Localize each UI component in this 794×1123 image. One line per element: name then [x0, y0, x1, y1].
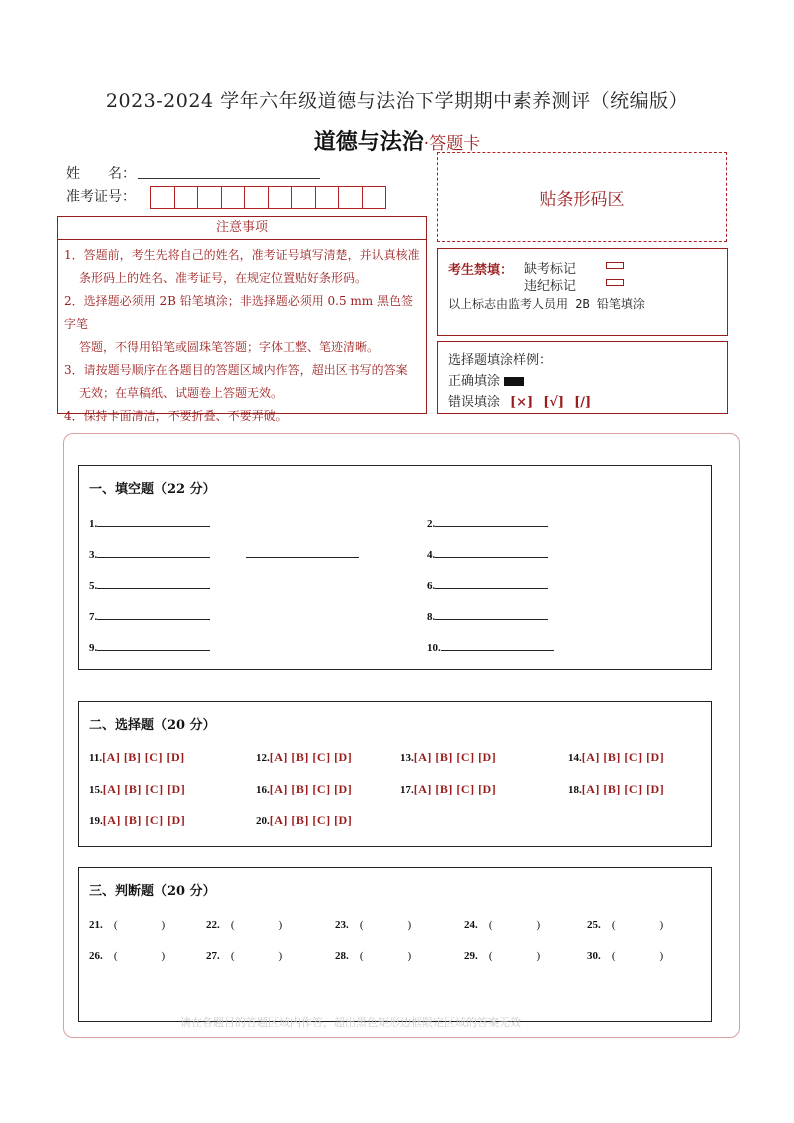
choice-question-17: [400, 778, 496, 797]
exam-number-box[interactable]: [197, 186, 222, 209]
paren-close: ): [536, 950, 541, 962]
paren-open: (: [359, 950, 364, 962]
answer-card-label: ·答题卡: [423, 134, 481, 154]
judgment-question-27: [206, 944, 282, 963]
question-number: 12.: [256, 752, 270, 764]
exam-number-box[interactable]: [338, 186, 363, 209]
answer-blank[interactable]: [435, 618, 548, 620]
blank-question-3: [89, 543, 359, 562]
choice-section: [78, 701, 712, 847]
answer-blank[interactable]: [97, 556, 210, 558]
blank-question-6: [427, 574, 548, 593]
question-number: 8.: [427, 611, 436, 623]
question-number: 16.: [256, 784, 270, 796]
wrong-mark-cross: [×]: [510, 395, 534, 410]
fill-blank-section: [78, 465, 712, 670]
page-title: 2023-2024 学年六年级道德与法治下学期期中素养测评（统编版）: [105, 90, 689, 112]
notice-line: 答题，不得用铅笔或圆珠笔答题；字体工整、笔迹清晰。: [79, 340, 380, 354]
answer-blank[interactable]: [435, 556, 548, 558]
notice-line: 2．选择题必须用 2B 铅笔填涂；非选择题必须用 0.5 mm 黑色签字笔: [64, 294, 414, 331]
judgment-question-26: [89, 944, 165, 963]
question-number: 3.: [89, 549, 98, 561]
judgment-question-22: [206, 913, 282, 932]
barcode-label: 贴条形码区: [539, 189, 625, 210]
question-number: 14.: [568, 752, 582, 764]
proctor-note: 以上标志由监考人员用 2B 铅笔填涂: [448, 297, 645, 311]
paren-open: (: [611, 919, 616, 931]
question-number: 27.: [206, 950, 220, 962]
wrong-mark-slash: [/]: [574, 395, 592, 410]
choice-question-11: [89, 746, 185, 765]
question-number: 10.: [427, 642, 441, 654]
paren-close: ): [407, 919, 412, 931]
question-number: 5.: [89, 580, 98, 592]
exam-number-box[interactable]: [362, 186, 387, 209]
paren-close: ): [278, 950, 283, 962]
paren-close: ): [278, 919, 283, 931]
fill-sample-box: [437, 341, 728, 414]
notice-body: [58, 240, 426, 428]
question-number: 19.: [89, 815, 103, 827]
judgment-question-28: [335, 944, 411, 963]
blank-question-2: [427, 512, 548, 531]
paren-open: (: [113, 919, 118, 931]
question-number: 21.: [89, 919, 103, 931]
paren-close: ): [161, 919, 166, 931]
question-number: 13.: [400, 752, 414, 764]
paren-open: (: [359, 919, 364, 931]
question-number: 11.: [89, 752, 103, 764]
blank-question-1: [89, 512, 210, 531]
choice-title: 二、选择题（20 分）: [89, 718, 216, 733]
name-label: 姓 名：: [66, 166, 136, 182]
proctor-only-box: [437, 248, 728, 336]
answer-options[interactable]: [A] [B] [C] [D]: [102, 782, 186, 796]
question-number: 18.: [568, 784, 582, 796]
blank-question-10: [427, 636, 554, 655]
notice-box: [57, 216, 427, 423]
question-number: 6.: [427, 580, 436, 592]
exam-number-label: 准考证号：: [66, 189, 136, 205]
judgment-question-25: [587, 913, 663, 932]
judgment-title: 三、判断题（20 分）: [89, 884, 216, 899]
paren-open: (: [113, 950, 118, 962]
question-number: 7.: [89, 611, 98, 623]
paren-close: ): [536, 919, 541, 931]
paren-open: (: [611, 950, 616, 962]
question-number: 22.: [206, 919, 220, 931]
question-number: 15.: [89, 784, 103, 796]
notice-line: 无效；在草稿纸、试题卷上答题无效。: [79, 386, 284, 400]
question-number: 1.: [89, 518, 98, 530]
notice-line: 1．答题前，考生先将自己的姓名，准考证号填写清楚，并认真核准: [64, 248, 420, 262]
paren-open: (: [488, 950, 493, 962]
answer-options[interactable]: [A] [B] [C] [D]: [413, 750, 497, 764]
answer-options[interactable]: [A] [B] [C] [D]: [269, 813, 353, 827]
choice-question-13: [400, 746, 496, 765]
notice-title: 注意事项: [58, 217, 426, 240]
judgment-question-24: [464, 913, 540, 932]
question-number: 25.: [587, 919, 601, 931]
choice-question-20: [256, 809, 352, 828]
choice-question-15: [89, 778, 185, 797]
question-number: 2.: [427, 518, 436, 530]
exam-number-box[interactable]: [315, 186, 340, 209]
answer-options[interactable]: [A] [B] [C] [D]: [102, 750, 185, 764]
blank-question-5: [89, 574, 210, 593]
paren-close: ): [407, 950, 412, 962]
question-number: 20.: [256, 815, 270, 827]
blank-question-7: [89, 605, 210, 624]
exam-number-box[interactable]: [291, 186, 316, 209]
notice-line: 条形码上的姓名、准考证号，在规定位置贴好条形码。: [79, 271, 368, 285]
choice-question-18: [568, 778, 664, 797]
answer-blank[interactable]: [97, 587, 210, 589]
absent-mark-box[interactable]: [606, 262, 624, 269]
question-number: 30.: [587, 950, 601, 962]
question-number: 17.: [400, 784, 414, 796]
absent-mark-label: 缺考标记: [524, 262, 577, 277]
exam-number-box[interactable]: [150, 186, 175, 209]
notice-line: 3．请按题号顺序在各题目的答题区域内作答，超出区书写的答案: [64, 363, 408, 377]
boundary-notice: 请在各题目的答题区域内作答，超出黑色矩形边框限定区域的答案无效: [180, 1016, 521, 1029]
question-number: 26.: [89, 950, 103, 962]
exam-number-box[interactable]: [174, 186, 199, 209]
blank-question-8: [427, 605, 548, 624]
exam-number-box[interactable]: [244, 186, 269, 209]
wrong-mark-check: [√]: [543, 395, 565, 410]
exam-number-boxes: [151, 186, 386, 209]
subject-name: 道德与法治: [313, 129, 424, 155]
paren-close: ): [659, 950, 664, 962]
violation-mark-label: 违纪标记: [524, 279, 577, 294]
question-number: 9.: [89, 642, 98, 654]
judgment-question-29: [464, 944, 540, 963]
answer-blank[interactable]: [97, 618, 210, 620]
answer-options[interactable]: [A] [B] [C] [D]: [102, 813, 186, 827]
wrong-fill-label: 错误填涂: [448, 395, 501, 410]
answer-options[interactable]: [A] [B] [C] [D]: [581, 782, 665, 796]
choice-question-14: [568, 746, 664, 765]
judgment-question-30: [587, 944, 663, 963]
filled-block-icon: [504, 377, 524, 386]
answer-blank[interactable]: [435, 587, 548, 589]
exam-number-box[interactable]: [268, 186, 293, 209]
judgment-question-21: [89, 913, 165, 932]
answer-options[interactable]: [A] [B] [C] [D]: [413, 782, 497, 796]
blank-question-4: [427, 543, 548, 562]
choice-question-19: [89, 809, 185, 828]
question-number: 28.: [335, 950, 349, 962]
answer-options[interactable]: [A] [B] [C] [D]: [269, 750, 353, 764]
judgment-section: [78, 867, 712, 1022]
question-number: 23.: [335, 919, 349, 931]
judgment-question-23: [335, 913, 411, 932]
paren-open: (: [230, 950, 235, 962]
question-number: 29.: [464, 950, 478, 962]
answer-blank[interactable]: [441, 649, 554, 651]
notice-line: 4．保持卡面清洁，不要折叠、不要弄破。: [64, 409, 288, 423]
barcode-area: [437, 152, 727, 242]
choice-question-12: [256, 746, 352, 765]
name-input-line[interactable]: [138, 177, 320, 179]
paren-close: ): [659, 919, 664, 931]
correct-fill-row: [448, 370, 524, 389]
correct-fill-label: 正确填涂: [448, 374, 501, 389]
fill-sample-title: 选择题填涂样例：: [448, 353, 553, 368]
choice-question-16: [256, 778, 352, 797]
paren-close: ): [161, 950, 166, 962]
fill-blank-title: 一、填空题（22 分）: [89, 482, 216, 497]
question-number: 24.: [464, 919, 478, 931]
answer-options[interactable]: [A] [B] [C] [D]: [581, 750, 665, 764]
blank-question-9: [89, 636, 210, 655]
answer-blank[interactable]: [97, 525, 210, 527]
paren-open: (: [488, 919, 493, 931]
answer-blank[interactable]: [246, 556, 359, 558]
violation-mark-box[interactable]: [606, 279, 624, 286]
answer-options[interactable]: [A] [B] [C] [D]: [269, 782, 353, 796]
answer-blank[interactable]: [435, 525, 548, 527]
answer-blank[interactable]: [97, 649, 210, 651]
paren-open: (: [230, 919, 235, 931]
proctor-only-title: 考生禁填：: [448, 263, 514, 278]
question-number: 4.: [427, 549, 436, 561]
exam-number-box[interactable]: [221, 186, 246, 209]
wrong-fill-row: [448, 391, 591, 410]
